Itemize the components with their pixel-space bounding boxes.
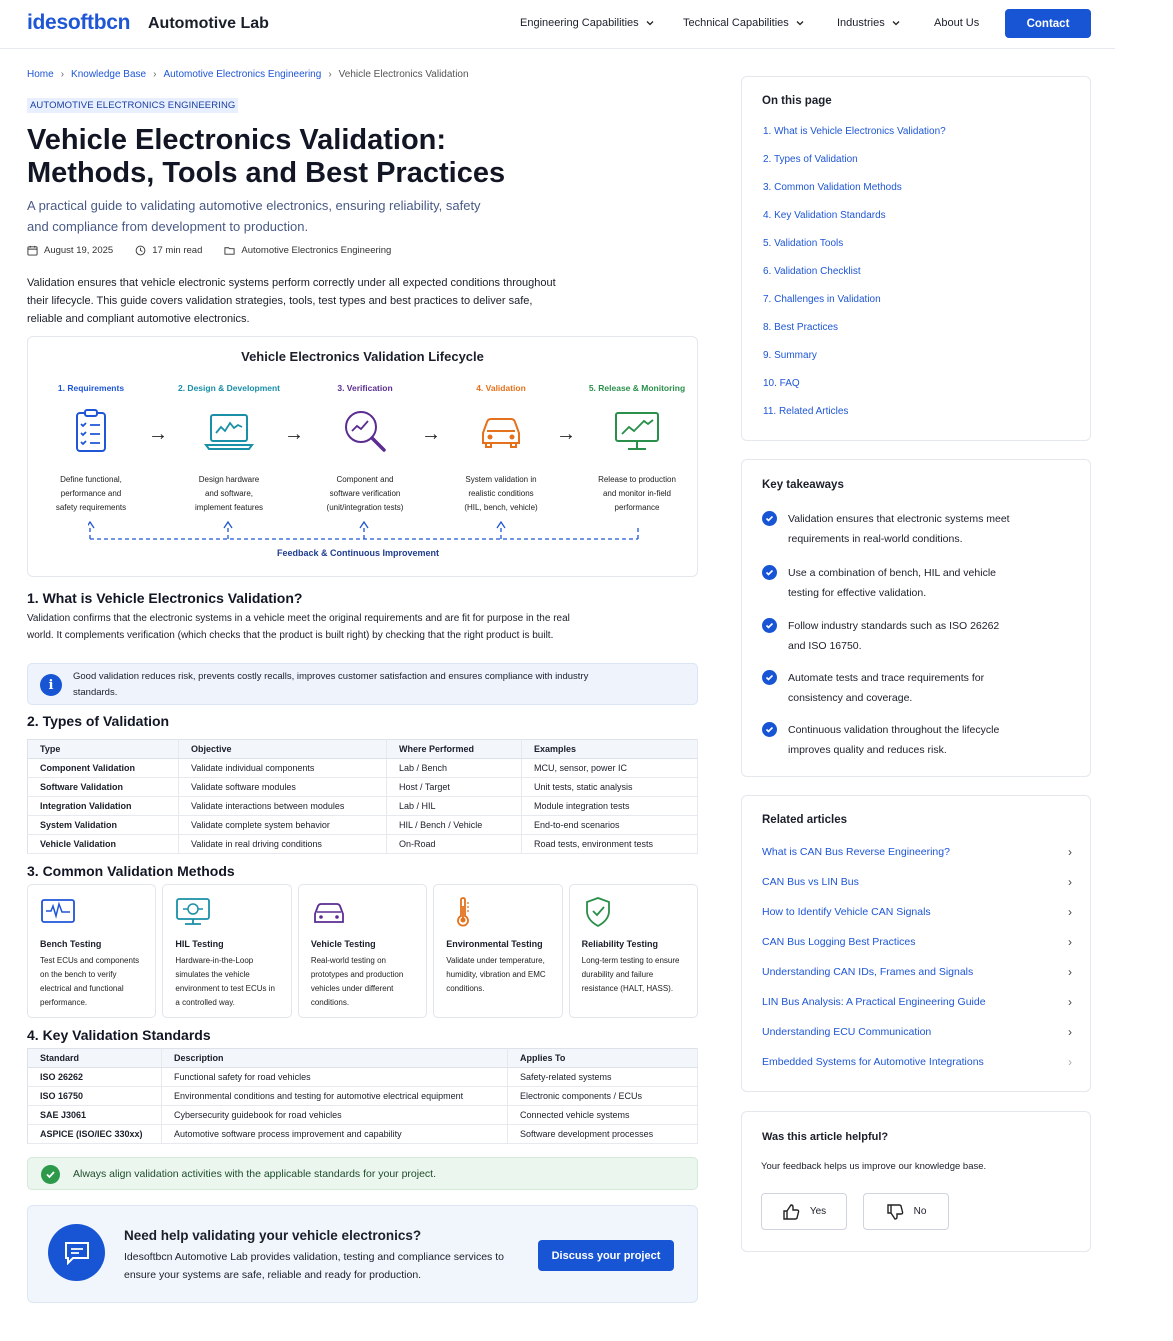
toc-item[interactable]: 10. FAQ [763,378,800,389]
oscilloscope-icon [40,897,76,927]
related-heading: Related articles [762,814,848,826]
step-desc-line: and software, [204,489,254,498]
table-row [28,1125,698,1144]
table-cell: Lab / HIL [387,797,522,816]
logo[interactable]: idesoftbcn [27,11,131,34]
feedback-no-label: No [913,1206,927,1217]
method-card-hil [162,884,291,1018]
step-desc [169,473,289,515]
method-desc: Real-world testing on prototypes and production vehicles under different conditions. [310,956,404,1007]
related-article-link[interactable] [762,875,1072,889]
lifecycle-step-validation [441,383,561,515]
toc-item[interactable]: 9. Summary [763,350,817,361]
step-desc [305,473,425,515]
step-desc-line: Design hardware [198,475,260,484]
cta-desc: Idesoftbcn Automotive Lab provides validation, testing and compliance services to ensure your systems are safe, reliable and ready for production. [124,1251,504,1281]
thumbs-up-icon [782,1203,800,1221]
table-row [28,759,698,778]
takeaway-line: requirements in real-world conditions. [788,533,963,545]
table-cell: End-to-end scenarios [522,816,698,835]
feedback-yes-button[interactable] [761,1193,847,1230]
method-desc: Test ECUs and components on the bench to verify electrical and functional performance. [40,956,140,1007]
chevron-right-icon: › [1068,935,1072,949]
nav-label: Industries [837,17,885,29]
takeaway-text [788,563,996,603]
table-row [28,1068,698,1087]
feedback-heading: Was this article helpful? [762,1131,889,1143]
section-1-heading: 1. What is Vehicle Electronics Validation? [27,590,303,606]
check-circle-icon [762,618,777,633]
table-cell: Lab / Bench [387,759,522,778]
step-desc [577,473,697,515]
nav-industries[interactable] [837,17,901,29]
lifecycle-diagram [27,336,698,577]
nav-label: Engineering Capabilities [520,17,639,29]
lifecycle-title: Vehicle Electronics Validation Lifecycle [241,349,484,364]
magnifier-chart-icon [339,405,391,457]
nav-about-us[interactable] [934,17,979,29]
table-cell: Functional safety for road vehicles [162,1068,508,1087]
table-cell: Software development processes [508,1125,698,1144]
methods-cards [27,884,698,1018]
table-row [28,797,698,816]
chevron-right-icon: › [60,69,65,80]
lifecycle-step-release [577,383,697,515]
chevron-right-icon: › [153,69,157,80]
toc-item[interactable]: 8. Best Practices [763,322,839,333]
method-desc: Validate under temperature, humidity, vibration and EMC conditions. [446,956,546,993]
related-article-title: What is CAN Bus Reverse Engineering? [762,846,950,858]
page-subtitle: A practical guide to validating automotive electronics, ensuring reliability, safety and compliance from development to production. [27,198,481,234]
chevron-right-icon: › [1068,845,1072,859]
step-desc-line: implement features [194,503,264,512]
table-cell: Vehicle Validation [28,835,179,854]
takeaway-line: Automate tests and trace requirements for [788,672,985,684]
nav-engineering-capabilities[interactable] [520,17,655,29]
table-row [28,778,698,797]
table-cell: MCU, sensor, power IC [522,759,698,778]
clipboard-checklist-icon [65,405,117,457]
meta-date [27,245,113,256]
toc-item[interactable]: 6. Validation Checklist [763,266,861,277]
table-cell: Road tests, environment tests [522,835,698,854]
takeaway-line: Validation ensures that electronic systems meet [788,513,1010,525]
table-row [28,1087,698,1106]
method-desc: Hardware-in-the-Loop simulates the vehicle environment to test ECUs in a controlled way. [175,956,276,1007]
table-cell: Automotive software process improvement and capability [162,1125,508,1144]
method-title: Bench Testing [40,939,102,949]
breadcrumb-knowledge-base[interactable]: Knowledge Base [71,69,147,80]
method-title: Reliability Testing [581,939,658,949]
category-tag[interactable]: AUTOMOTIVE ELECTRONICS ENGINEERING [27,98,238,113]
step-desc-line: and monitor in-field [602,489,672,498]
takeaway-item [762,616,1062,656]
car-icon [311,897,347,927]
feedback-desc: Your feedback helps us improve our knowledge base. [761,1161,987,1172]
info-icon: i [40,674,62,696]
related-article-title: How to Identify Vehicle CAN Signals [762,906,931,918]
takeaway-text [788,509,1010,549]
check-circle-icon [41,1165,60,1184]
info-callout [27,663,698,705]
step-title: 5. Release & Monitoring [588,383,686,393]
nav-technical-capabilities[interactable] [683,17,805,29]
breadcrumb-home[interactable]: Home [27,69,54,80]
shield-check-icon [582,897,618,927]
meta-read-time [135,245,202,256]
section-2-heading: 2. Types of Validation [27,713,170,729]
table-cell: Safety-related systems [508,1068,698,1087]
chevron-right-icon: › [1068,1025,1072,1039]
table-cell: HIL / Bench / Vehicle [387,816,522,835]
chevron-down-icon [645,18,655,28]
site-header [0,0,1115,49]
success-text: Always align validation activities with the applicable standards for your project. [73,1168,437,1180]
related-article-link[interactable] [762,1025,1072,1039]
step-desc-line: System validation in [465,475,537,484]
nav-label: About Us [934,17,980,29]
breadcrumb-current: Vehicle Electronics Validation [338,69,469,80]
toc-heading: On this page [762,95,832,107]
article-meta [27,245,391,256]
step-desc-line: Release to production [598,475,676,484]
table-cell: Module integration tests [522,797,698,816]
feedback-card [741,1111,1091,1252]
calendar-icon [27,245,38,256]
table-header-row [28,740,698,759]
feedback-yes-label: Yes [809,1206,827,1217]
toc-item[interactable]: 4. Key Validation Standards [763,210,886,221]
related-article-title: CAN Bus Logging Best Practices [762,936,916,948]
step-desc-line: software verification [329,489,401,498]
breadcrumb [27,69,469,80]
takeaway-line: consistency and coverage. [788,692,913,704]
toc-item[interactable]: 7. Challenges in Validation [763,294,881,305]
related-article-link[interactable] [762,905,1072,919]
meta-category-text: Automotive Electronics Engineering [241,245,392,256]
column-header: Examples [522,740,698,759]
step-title: 4. Validation [476,383,526,393]
step-title: 2. Design & Development [177,383,281,393]
toc-item[interactable]: 2. Types of Validation [763,154,858,165]
method-desc: Long-term testing to ensure durability and failure resistance (HALT, HASS). [581,956,680,993]
takeaway-line: and ISO 16750. [788,640,862,652]
arrow-right-icon: → [421,423,441,445]
arrow-right-icon: → [148,423,168,445]
takeaway-text [788,616,999,656]
laptop-chart-icon [203,405,255,457]
related-article-link[interactable] [762,965,1072,979]
takeaway-text [788,720,999,760]
takeaway-text [788,668,984,708]
table-cell: Integration Validation [28,797,179,816]
chevron-right-icon: › [328,69,332,80]
toc-card [741,76,1091,441]
table-header-row [28,1049,698,1068]
takeaway-line: Continuous validation throughout the lifecycle [788,724,1000,736]
table-cell: System Validation [28,816,179,835]
table-cell: Validate individual components [179,759,387,778]
success-callout [27,1157,698,1190]
lifecycle-step-requirements [31,383,151,515]
step-desc-line: performance [614,503,660,512]
method-card-reliability [569,884,698,1018]
feedback-loop-arrows [88,521,640,541]
step-desc-line: performance and [60,489,122,498]
contact-button[interactable]: Contact [1005,9,1091,38]
toc-item[interactable]: 11. Related Articles [763,406,849,417]
check-circle-icon [762,565,777,580]
method-card-vehicle [298,884,427,1018]
step-desc [441,473,561,515]
toc-item[interactable]: 3. Common Validation Methods [763,182,902,193]
monitor-chart-icon [611,405,663,457]
check-circle-icon [762,722,777,737]
check-circle-icon [762,511,777,526]
table-cell: Unit tests, static analysis [522,778,698,797]
table-cell: SAE J3061 [28,1106,162,1125]
section-1-body: Validation confirms that the electronic systems in a vehicle meet the original requirements and are fit for purpose in the real world. It complements verification (which checks that the product is built right) by checking that the right product is built. [27,613,570,641]
feedback-no-button[interactable] [863,1193,949,1230]
step-desc-line: Define functional, [60,475,122,484]
table-cell: Validate interactions between modules [179,797,387,816]
related-article-title: Understanding CAN IDs, Frames and Signals [762,966,974,978]
step-title: 3. Verification [337,383,393,393]
takeaways-heading: Key takeaways [762,479,844,491]
related-article-link[interactable] [762,1055,1072,1069]
standards-table [27,1048,698,1144]
table-cell: Host / Target [387,778,522,797]
related-article-link[interactable] [762,935,1072,949]
takeaway-item [762,509,1062,549]
table-cell: On-Road [387,835,522,854]
chevron-down-icon [795,18,805,28]
takeaway-line: testing for effective validation. [788,587,927,599]
table-cell: Electronic components / ECUs [508,1087,698,1106]
takeaway-item [762,668,1062,708]
discuss-project-button[interactable]: Discuss your project [538,1240,674,1271]
step-desc-line: Component and [336,475,394,484]
column-header: Standard [28,1049,162,1068]
toc-item[interactable]: 5. Validation Tools [763,238,844,249]
arrow-right-icon: → [556,423,576,445]
column-header: Description [162,1049,508,1068]
chevron-right-icon: › [1068,875,1072,889]
table-cell: Validate software modules [179,778,387,797]
feedback-label: Feedback & Continuous Improvement [276,548,440,558]
table-row [28,816,698,835]
nav-label: Technical Capabilities [683,17,789,29]
key-takeaways-card [741,459,1091,777]
table-cell: ASPICE (ISO/IEC 330xx) [28,1125,162,1144]
related-article-title: CAN Bus vs LIN Bus [762,876,859,888]
table-cell: ISO 16750 [28,1087,162,1106]
method-title: Environmental Testing [446,939,543,949]
related-article-title: Understanding ECU Communication [762,1026,932,1038]
column-header: Applies To [508,1049,698,1068]
column-header: Objective [179,740,387,759]
step-desc-line: (unit/integration tests) [326,503,404,512]
validation-types-table [27,739,698,854]
method-card-environmental [433,884,562,1018]
takeaway-item [762,563,1062,603]
takeaway-line: Follow industry standards such as ISO 26262 [788,620,1000,632]
meta-date-text: August 19, 2025 [44,245,114,256]
table-row [28,1106,698,1125]
step-title: 1. Requirements [57,383,125,393]
step-desc [31,473,151,515]
table-cell: Validate complete system behavior [179,816,387,835]
intro-paragraph: Validation ensures that vehicle electronic systems perform correctly under all expected conditions throughout their lifecycle. This guide covers validation strategies, tools, test types and best practices to deliver safe, reliable and compliant automotive electronics. [27,277,556,325]
related-article-link[interactable] [762,845,1072,859]
thermometer-icon [446,897,482,927]
table-cell: Connected vehicle systems [508,1106,698,1125]
info-text: Good validation reduces risk, prevents costly recalls, improves customer satisfaction and ensures compliance with industry standards. [73,671,589,698]
table-cell: Component Validation [28,759,179,778]
step-desc-line: safety requirements [55,503,127,512]
chevron-right-icon: › [1068,965,1072,979]
clock-icon [135,245,146,256]
chevron-right-icon: › [1068,905,1072,919]
meta-category [224,245,391,256]
related-article-link[interactable] [762,995,1072,1009]
toc-item[interactable]: 1. What is Vehicle Electronics Validation? [763,126,946,137]
thumbs-down-icon [886,1203,904,1221]
cta-heading: Need help validating your vehicle electronics? [124,1228,422,1243]
lifecycle-step-design [169,383,289,515]
folder-icon [224,245,235,256]
related-articles-card [741,795,1091,1092]
step-desc-line: realistic conditions [468,489,534,498]
related-article-title: Embedded Systems for Automotive Integrations [762,1056,984,1068]
logo-subtitle: Automotive Lab [148,15,269,32]
breadcrumb-category[interactable]: Automotive Electronics Engineering [163,69,322,80]
hil-monitor-icon [175,897,211,927]
chevron-down-icon [891,18,901,28]
page-title: Vehicle Electronics Validation: Methods, Tools and Best Practices [27,124,506,189]
table-cell: Cybersecurity guidebook for road vehicles [162,1106,508,1125]
table-row [28,835,698,854]
table-cell: Environmental conditions and testing for automotive electrical equipment [162,1087,508,1106]
car-icon [475,405,527,457]
related-article-title: LIN Bus Analysis: A Practical Engineering Guide [762,996,986,1008]
chat-bubble-icon [48,1224,105,1281]
cta-banner [27,1205,698,1303]
check-circle-icon [762,670,777,685]
takeaway-line: improves quality and reduces risk. [788,744,947,756]
table-cell: ISO 26262 [28,1068,162,1087]
section-3-heading: 3. Common Validation Methods [27,863,235,879]
meta-read-text: 17 min read [152,245,203,256]
section-4-heading: 4. Key Validation Standards [27,1027,211,1043]
lifecycle-step-verification [305,383,425,515]
chevron-right-icon: › [1068,995,1072,1009]
method-card-bench [27,884,156,1018]
arrow-right-icon: → [284,423,304,445]
table-cell: Software Validation [28,778,179,797]
column-header: Type [28,740,179,759]
method-title: HIL Testing [175,939,224,949]
table-cell: Validate in real driving conditions [179,835,387,854]
chevron-right-icon: › [1068,1055,1072,1069]
column-header: Where Performed [387,740,522,759]
step-desc-line: (HIL, bench, vehicle) [464,503,538,512]
takeaway-line: Use a combination of bench, HIL and vehicle [788,567,996,579]
takeaway-item [762,720,1062,760]
method-title: Vehicle Testing [310,939,376,949]
